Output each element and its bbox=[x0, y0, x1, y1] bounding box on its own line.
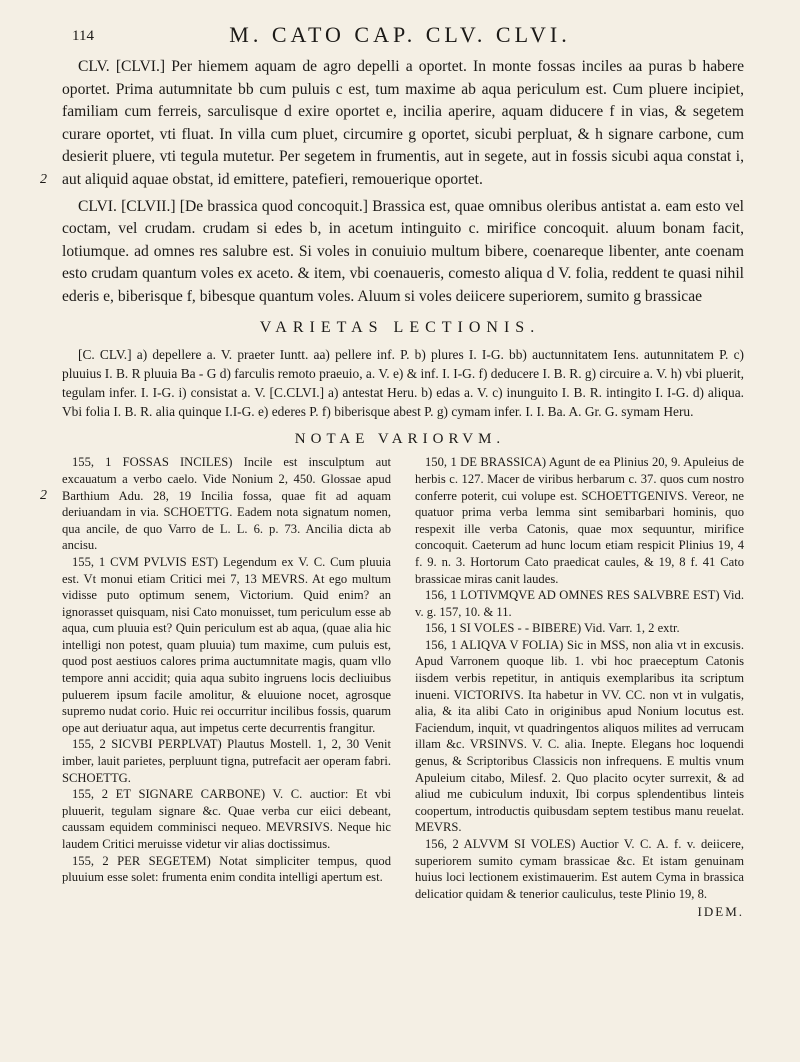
notes-left-column bbox=[62, 454, 391, 920]
note-item: 155, 2 SICVBI PERPLVAT) Plautus Mostell. 1, 2, 30 Venit imber, lauit parietes, perpluunt tigna, putrefacit aer operam fabri. SCHOETTG. bbox=[62, 737, 391, 785]
note-item: 155, 1 CVM PVLVIS EST) Legendum ex V. C. Cum pluuia est. Vt monui etiam Critici mei 7, 13 MEVRS. At ego multum vidisse puto optimum senem, Victorium. Quid enim? an ignorasset quisquam, nisi Cato monuisset, tum periculum esse ab aqua, cum pluuia est? Quin periculum est ab aqua, (quae alia hic intelligi non potest, quam pluuia) tum maxime, cum puluis est, quod post aestiuos calores prima auctumnitate magis, quam vllo tempore anni accidit; quia aqua subito ingruens locis decliuibus puluerem ipsum facile amolitur, & eluuione nocet, agrosque supremo nudat corio. Huic rei occurritur incilibus fossis, quarum ope aut deriuatur aqua, aut impetus certe decurrentis frangitur. bbox=[62, 554, 391, 735]
notae-heading: NOTAE VARIORVM. bbox=[294, 431, 506, 448]
note-item: 155, 2 PER SEGETEM) Notat simpliciter tempus, quod pluuium esse solet: frumenta enim condita intelligi apertum est. bbox=[62, 853, 391, 885]
margin-marker: 2 bbox=[40, 488, 47, 503]
page-number: 114 bbox=[72, 28, 94, 44]
running-head: M. CATO CAP. CLV. CLVI. bbox=[229, 22, 571, 47]
note-item: 155, 1 FOSSAS INCILES) Incile est insculptum aut excauatum a verbo caelo. Vide Nonium 2, 450. Glossae apud Barthium Adu. 28, 19 Incilia fossa, quae fit ad aquam deriuandam in via. SCHOETTG. Eadem nota signatum nomen, qua ancile, de quo Varro de L. L. 6. p. 73. Ancilia dicta ab ancisu. bbox=[62, 455, 391, 553]
notes-right-column bbox=[415, 454, 744, 920]
note-item: 156, 2 ALVVM SI VOLES) Auctior V. C. A. f. v. deiicere, superiorem sumito cymam brassicae &c. Et istam genuinam huius loci lectionem existimauerim. Est autem Cyma in brassica delicatior quidam & tenerior cauliculus, teste Plinio 19, 8. bbox=[415, 837, 744, 901]
note-item: 156, 1 LOTIVMQVE AD OMNES RES SALVBRE EST) Vid. v. g. 157, 10. & 11. bbox=[415, 588, 744, 619]
catchword: IDEM. bbox=[697, 904, 744, 920]
varietas-heading: VARIETAS LECTIONIS. bbox=[259, 318, 541, 336]
note-item: 156, 1 ALIQVA V FOLIA) Sic in MSS, non alia vt in excusis. Apud Varronem quoque lib. 1. vbi hoc praeceptum Catonis iisdem verbis repetitur, in antiquis exemplaribus ita scriptum inueni. VICTORIVS. Ita habetur in VV. CC. non vt in vulgatis, alia, & ita alibi Cato in originibus apud Nonium locutus est. Faciendum, inquit, vt quadringentos aliquos milites ad verrucam illam &c. VRSINVS. V. C. alia. Inepte. Elegans hoc loquendi genus, & Scriptoribus Classicis non infrequens. E multis vnum Apuleium citabo, Milesf. 2. Quo placito ocyter surrexit, & ad aliud me cubiculum induxit, Ibi corpus splendentibus linteis coopertum, introductis quibusdam septem testibus manu reuelat. MEVRS. bbox=[415, 637, 744, 835]
notes-columns bbox=[62, 454, 744, 920]
varietas-text: [C. CLV.] a) depellere a. V. praeter Iuntt. aa) pellere inf. P. b) plures I. I-G. bb) auctunnitatem Iens. autunnitatem P. c) pluuius I. B. R pluuia Ba - G d) farculis remoto praeuio, a. V. e) & inf. I. I-G. f) deducere I. B. R. g) circuire a. V. h) vbi pluerit, tegulam infer. I. I-G. i) consistat a. V. [C.CLVI.] a) antestat Heru. b) edas a. V. c) inunguito I. B. R. intingito I. I-G. d) aliqua. Vbi folia I. B. R. alia quinque I.I-G. e) ederes P. f) biberisque abest P. g) cymam infer. I. I. Ba. A. Gr. G. symam Heru. bbox=[62, 346, 744, 420]
page-header bbox=[42, 22, 758, 56]
chapter-155-text: CLV. [CLVI.] Per hiemem aquam de agro depelli a oportet. In monte fossas inciles aa puras b habere oportet. Prima autumnitate bb cum puluis c est, tum maxime ab aqua periculum est. Cum pluere incipiet, familiam cum ferreis, sarculisque d exire oportet e, incilia aperire, aquam diducere f in vias, & segetem curare oportet, vti fluat. In villa cum pluet, circumire g oportet, sicubi perpluat, & h signare carbone, cum desierit pluere, vti tegula mutetur. Per segetem in frumentis, aut in segete, aut in fossis sicubi aqua constat i, aut aliquid aquae obstat, id emittere, patefieri, remouerique oportet. bbox=[62, 58, 744, 188]
chapter-156-text: CLVI. [CLVII.] [De brassica quod concoquit.] Brassica est, quae omnibus oleribus antistat a. eam esto vel coctam, vel crudam. crudam si edes b, in acetum intinguito c. mirifice concoquit. aluum bonam facit, lotiumque. ad omnes res salubre est. Si voles in conuiuio multum bibere, coenareque libenter, ante coenam esto crudam quantum voles ex aceto. & item, vbi coenaueris, comesto aliqua d V. folia, reddent te quasi nihil ederis e, biberisque f, bibesque quantum voles. Aluum si voles deiicere superiorem, sumito g brassicae bbox=[62, 197, 744, 305]
margin-marker: 2 bbox=[40, 172, 47, 187]
note-item: 155, 2 ET SIGNARE CARBONE) V. C. auctior: Et vbi pluuerit, tegulam signare &c. Quae verba cur eiici debeant, caussam equidem comminisci nequeo. MEVRSIVS. Neque hic laudem Critici meruisse videtur vir alias doctissimus. bbox=[62, 787, 391, 851]
note-item: 156, 1 SI VOLES - - BIBERE) Vid. Varr. 1, 2 extr. bbox=[425, 621, 680, 636]
note-item: 150, 1 DE BRASSICA) Agunt de ea Plinius 20, 9. Apuleius de herbis c. 127. Macer de viribus herbarum c. 37. quos cum nostro conferre poterit, cui volupe est. SCHOETTGENIVS. Vereor, ne quatuor prima verba lemma sint semibarbari hominis, quo respexit ille verba Catonis, quae mox sequuntur, mirifice concoquit. Caeterum ad hunc locum etiam respicit Plinius 19, 4 f. 9. n. 3. Hortorum Cato praedicat caules, & 19, 8 f. 41 Cato brassicae miras canit laudes. bbox=[415, 455, 744, 586]
